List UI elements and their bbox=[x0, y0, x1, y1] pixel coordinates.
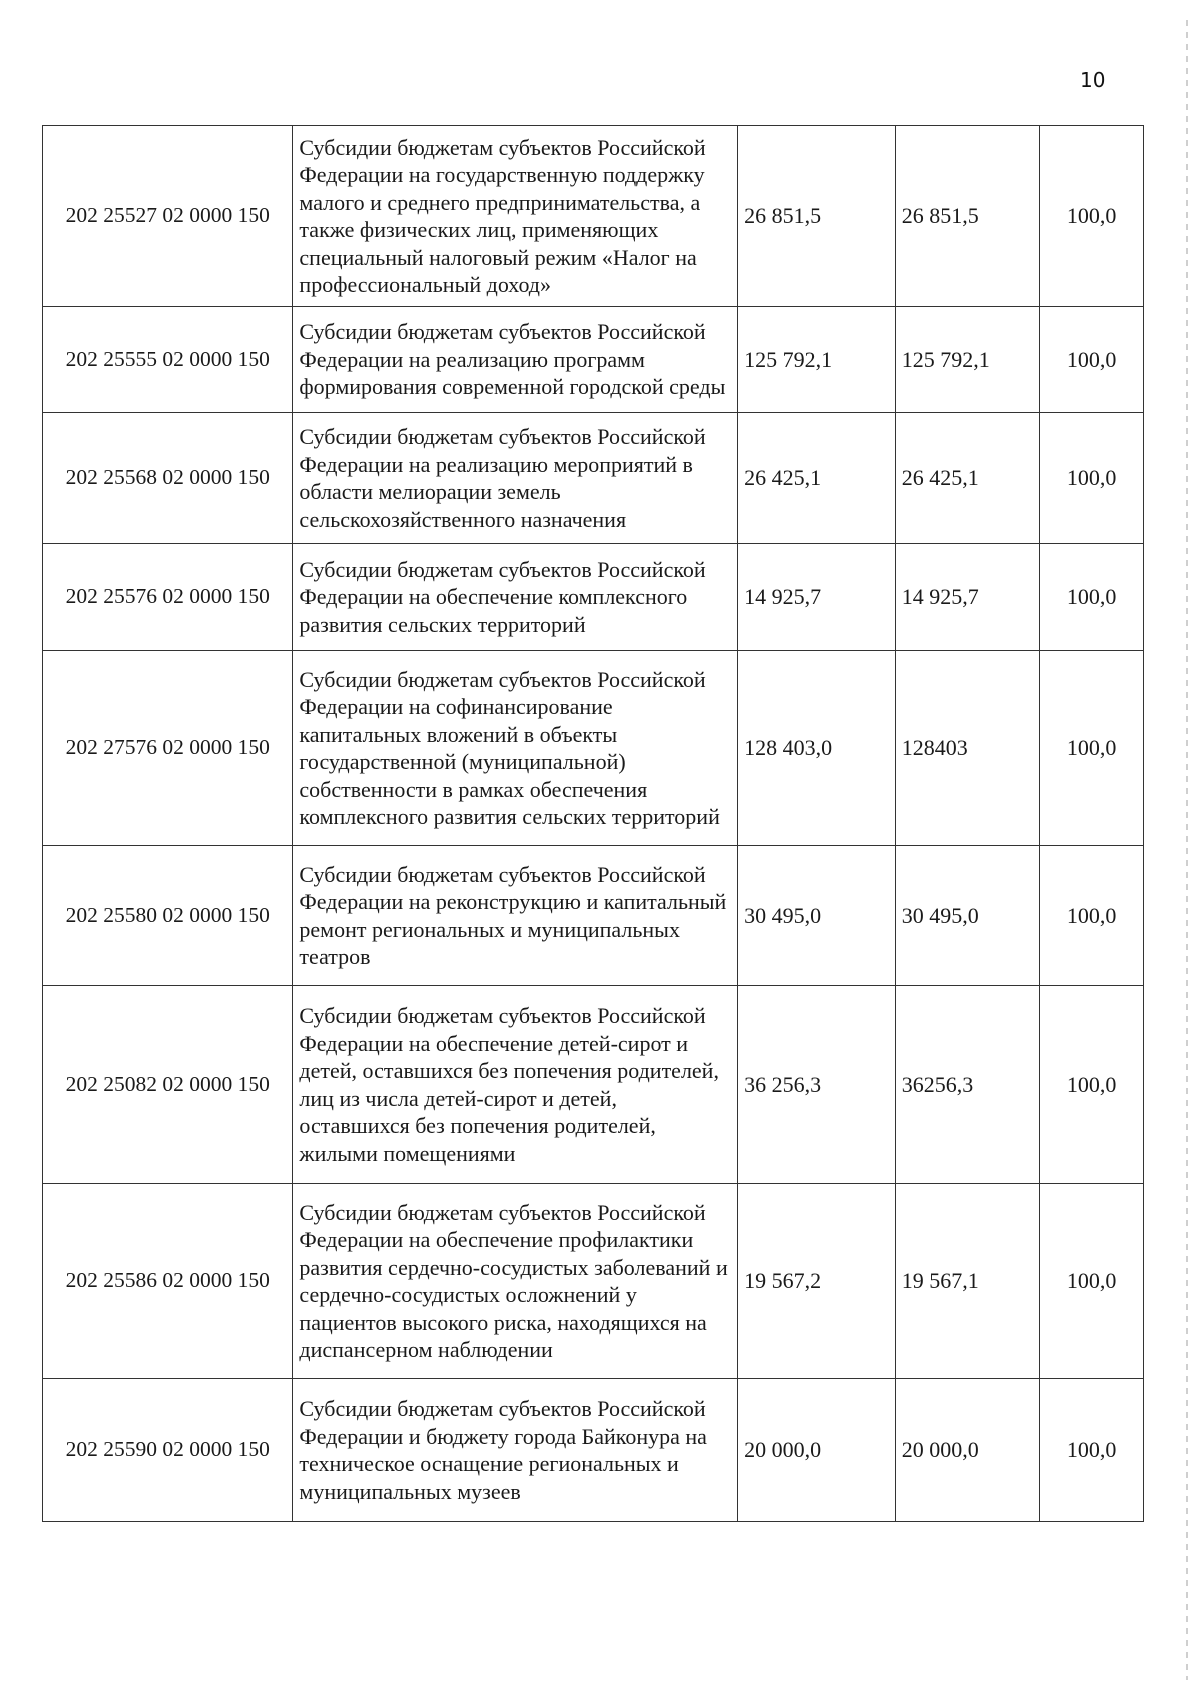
execution-percent: 100,0 bbox=[1040, 544, 1144, 651]
budget-code: 202 25586 02 0000 150 bbox=[43, 1184, 293, 1379]
planned-amount: 36 256,3 bbox=[738, 986, 896, 1184]
subsidy-description: Субсидии бюджетам субъектов Российской Федерации и бюджету города Байконура на техническое оснащение региональных и муниципальных музеев bbox=[293, 1379, 738, 1522]
page-number: 10 bbox=[1080, 68, 1106, 92]
execution-percent: 100,0 bbox=[1040, 413, 1144, 544]
planned-amount: 14 925,7 bbox=[738, 544, 896, 651]
table-row bbox=[43, 1184, 1144, 1379]
planned-amount: 26 425,1 bbox=[738, 413, 896, 544]
subsidy-description: Субсидии бюджетам субъектов Российской Федерации на реализацию мероприятий в области мелиорации земель сельскохозяйственного назначения bbox=[293, 413, 738, 544]
table-row bbox=[43, 413, 1144, 544]
actual-amount: 20 000,0 bbox=[895, 1379, 1040, 1522]
table-row bbox=[43, 651, 1144, 846]
execution-percent: 100,0 bbox=[1040, 1379, 1144, 1522]
execution-percent: 100,0 bbox=[1040, 986, 1144, 1184]
subsidy-description: Субсидии бюджетам субъектов Российской Федерации на обеспечение комплексного развития сельских территорий bbox=[293, 544, 738, 651]
planned-amount: 128 403,0 bbox=[738, 651, 896, 846]
budget-code: 202 25555 02 0000 150 bbox=[43, 307, 293, 413]
table-row bbox=[43, 126, 1144, 307]
planned-amount: 125 792,1 bbox=[738, 307, 896, 413]
actual-amount: 26 425,1 bbox=[895, 413, 1040, 544]
actual-amount: 128403 bbox=[895, 651, 1040, 846]
budget-code: 202 25082 02 0000 150 bbox=[43, 986, 293, 1184]
execution-percent: 100,0 bbox=[1040, 307, 1144, 413]
budget-code: 202 25568 02 0000 150 bbox=[43, 413, 293, 544]
planned-amount: 26 851,5 bbox=[738, 126, 896, 307]
planned-amount: 30 495,0 bbox=[738, 846, 896, 986]
table-row bbox=[43, 307, 1144, 413]
subsidy-description: Субсидии бюджетам субъектов Российской Федерации на реализацию программ формирования современной городской среды bbox=[293, 307, 738, 413]
execution-percent: 100,0 bbox=[1040, 126, 1144, 307]
table-row bbox=[43, 986, 1144, 1184]
budget-code: 202 25527 02 0000 150 bbox=[43, 126, 293, 307]
subsidy-description: Субсидии бюджетам субъектов Российской Федерации на реконструкцию и капитальный ремонт региональных и муниципальных театров bbox=[293, 846, 738, 986]
budget-code: 202 25590 02 0000 150 bbox=[43, 1379, 293, 1522]
scan-edge-divider bbox=[1186, 20, 1188, 1680]
subsidy-description: Субсидии бюджетам субъектов Российской Федерации на софинансирование капитальных вложений в объекты государственной (муниципальной) собственности в рамках обеспечения комплексного развития сельских территорий bbox=[293, 651, 738, 846]
planned-amount: 19 567,2 bbox=[738, 1184, 896, 1379]
actual-amount: 26 851,5 bbox=[895, 126, 1040, 307]
actual-amount: 125 792,1 bbox=[895, 307, 1040, 413]
table-row bbox=[43, 846, 1144, 986]
planned-amount: 20 000,0 bbox=[738, 1379, 896, 1522]
execution-percent: 100,0 bbox=[1040, 651, 1144, 846]
actual-amount: 14 925,7 bbox=[895, 544, 1040, 651]
execution-percent: 100,0 bbox=[1040, 1184, 1144, 1379]
budget-code: 202 25580 02 0000 150 bbox=[43, 846, 293, 986]
table-row bbox=[43, 544, 1144, 651]
subsidy-description: Субсидии бюджетам субъектов Российской Федерации на обеспечение профилактики развития сердечно-сосудистых заболеваний и сердечно-сосудистых осложнений у пациентов высокого риска, находящихся на диспансерном наблюдении bbox=[293, 1184, 738, 1379]
execution-percent: 100,0 bbox=[1040, 846, 1144, 986]
subsidies-table bbox=[42, 125, 1144, 1522]
actual-amount: 30 495,0 bbox=[895, 846, 1040, 986]
table-row bbox=[43, 1379, 1144, 1522]
budget-code: 202 27576 02 0000 150 bbox=[43, 651, 293, 846]
subsidy-description: Субсидии бюджетам субъектов Российской Федерации на государственную поддержку малого и среднего предпринимательства, а также физических лиц, применяющих специальный налоговый режим «Налог на профессиональный доход» bbox=[293, 126, 738, 307]
subsidy-description: Субсидии бюджетам субъектов Российской Федерации на обеспечение детей-сирот и детей, оставшихся без попечения родителей, лиц из числа детей-сирот и детей, оставшихся без попечения родителей, жилыми помещениями bbox=[293, 986, 738, 1184]
budget-code: 202 25576 02 0000 150 bbox=[43, 544, 293, 651]
actual-amount: 19 567,1 bbox=[895, 1184, 1040, 1379]
actual-amount: 36256,3 bbox=[895, 986, 1040, 1184]
